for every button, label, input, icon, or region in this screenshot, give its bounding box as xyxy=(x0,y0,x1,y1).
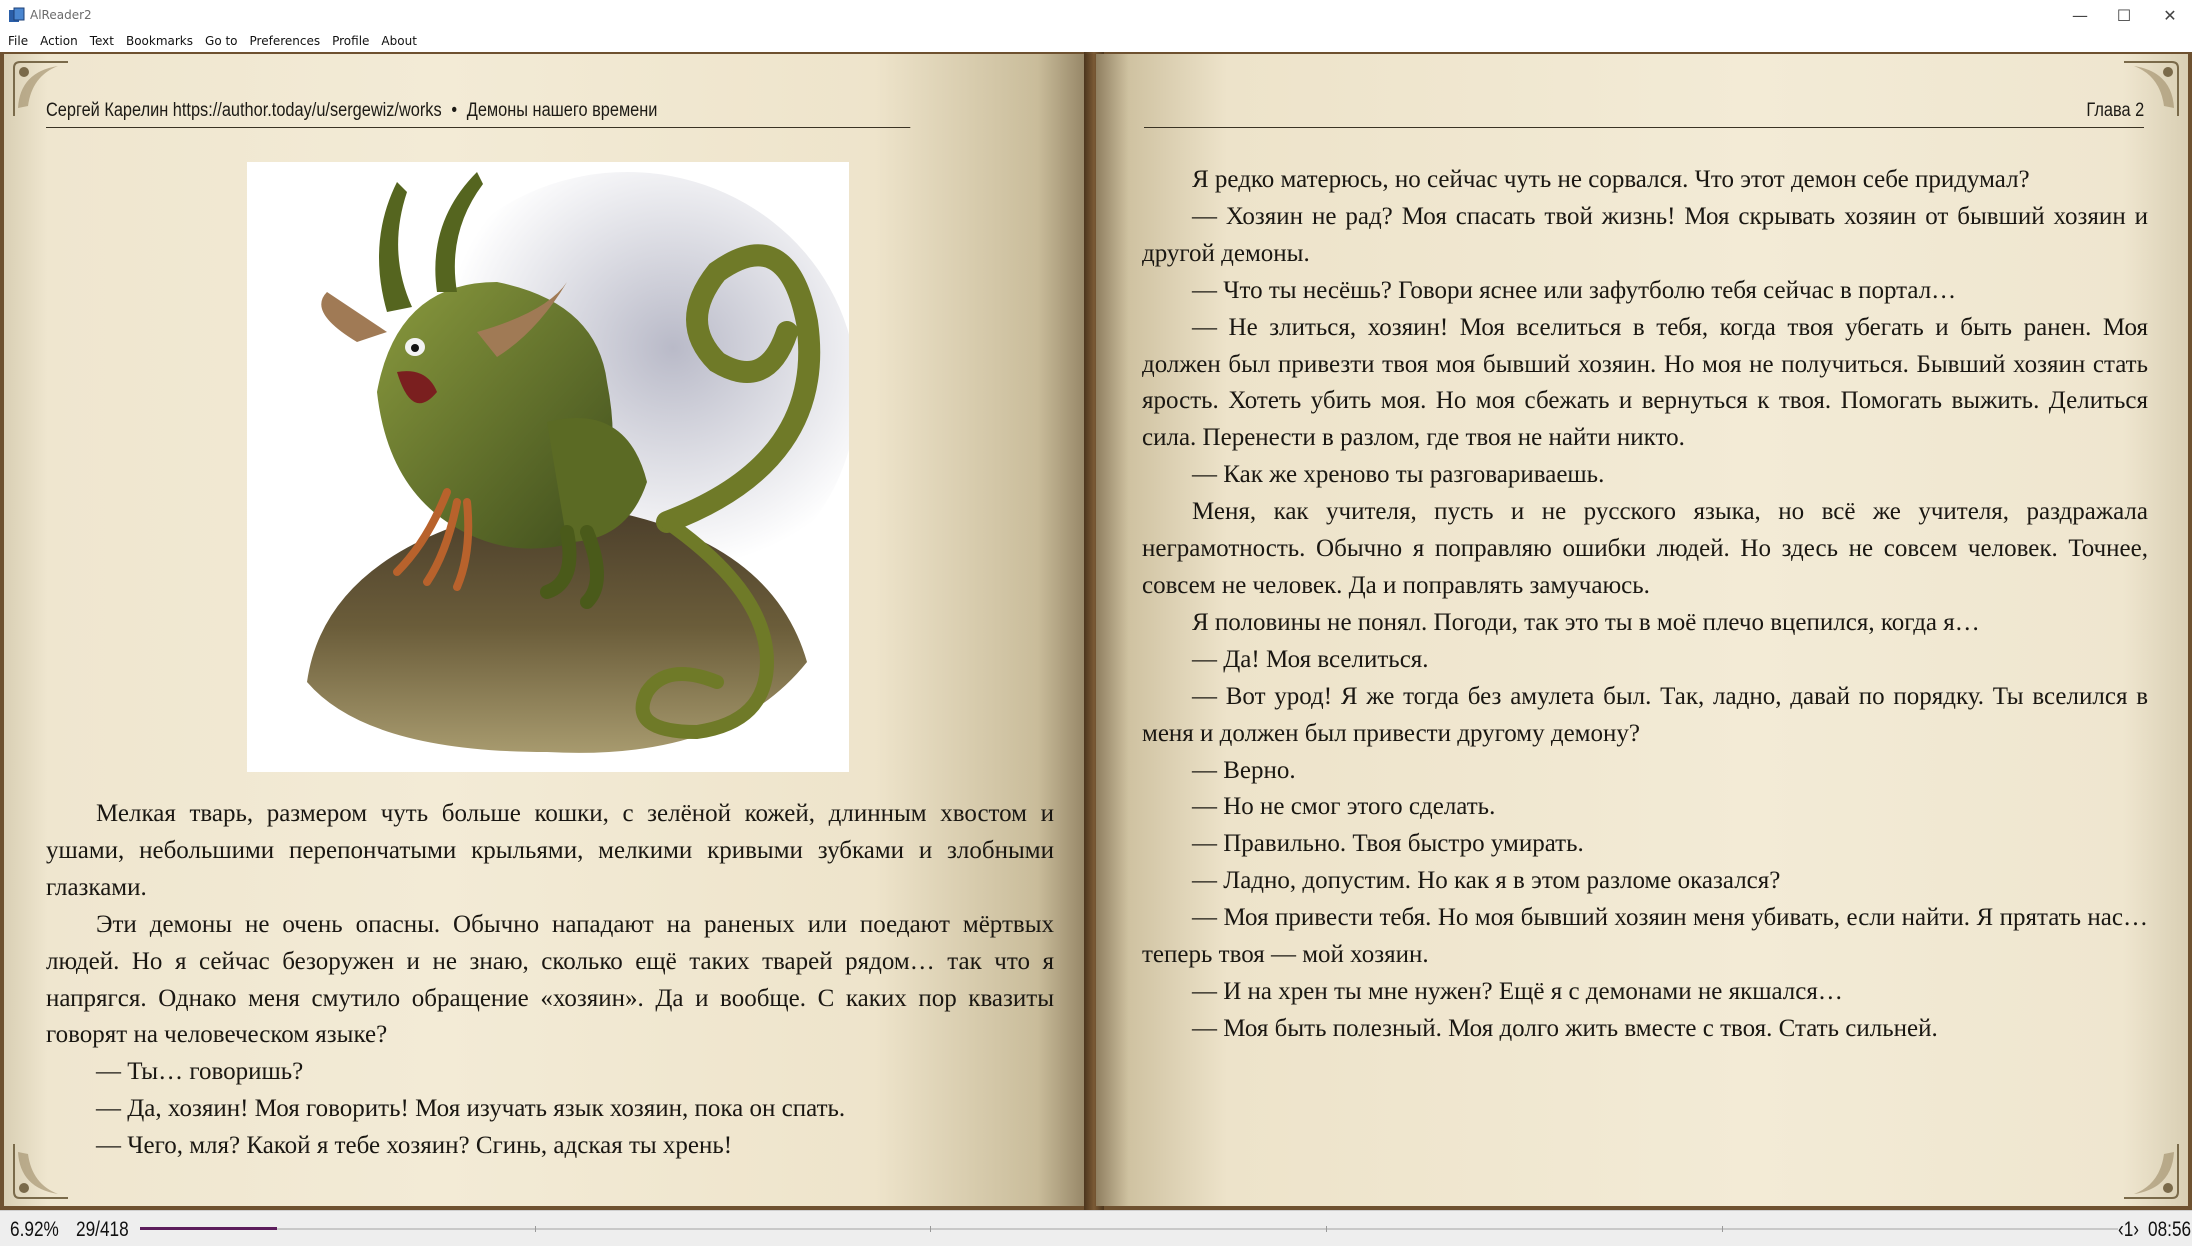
corner-ornament-icon xyxy=(2120,1140,2182,1202)
paragraph: — Ладно, допустим. Но как я в этом разломе оказался? xyxy=(1192,867,1781,895)
menu-preferences[interactable]: Preferences xyxy=(249,34,321,48)
book-title: Демоны нашего времени xyxy=(466,100,658,121)
right-page-text[interactable] xyxy=(1142,162,2148,1048)
progress-tick xyxy=(930,1226,931,1232)
paragraph: Я половины не понял. Погоди, так это ты в моё плечо вцепился, когда я… xyxy=(1192,608,1980,636)
paragraph: — Хозяин не рад? Моя спасать твой жизнь! Моя скрывать хозяин от бывший хозяин и другой демоны. xyxy=(1142,202,2148,267)
paragraph: Мелкая тварь, размером чуть больше кошки, с зелёной кожей, длинным хвостом и ушами, небольшими перепончатыми крыльями, мелкими кривыми зубками и злобными глазками. xyxy=(46,800,1054,901)
paragraph: Я редко матерюсь, но сейчас чуть не сорвался. Что этот демон себе придумал? xyxy=(1192,166,2030,193)
progress-percent: 6.92% xyxy=(10,1218,59,1241)
right-page[interactable] xyxy=(1096,54,2188,1206)
menu-bookmarks[interactable]: Bookmarks xyxy=(125,34,194,48)
paragraph: — И на хрен ты мне нужен? Ещё я с демонами не якшался… xyxy=(1192,977,1843,1005)
left-page-text[interactable] xyxy=(46,796,1054,1165)
app-icon xyxy=(8,7,26,23)
demon-illustration-icon xyxy=(247,162,849,772)
progress-tick xyxy=(1722,1226,1723,1232)
paragraph: — Не злиться, хозяин! Моя вселиться в тебя, когда твоя убегать и быть ранен. Моя должен был привезти твоя моя бывший хозяин. Но моя не получиться. Бывший хозяин стать ярость. Хотеть убить моя. Но моя сбежать и вернуться к твоя. Помогать выжить. Делиться сила. Перенести в разлом, где твоя не найти никто. xyxy=(1142,313,2148,452)
close-button[interactable]: ✕ xyxy=(2163,5,2177,25)
menu-text[interactable]: Text xyxy=(89,34,114,48)
book-header xyxy=(46,98,910,128)
paragraph: — Да! Моя вселиться. xyxy=(1192,645,1429,673)
paragraph: — Моя привести тебя. Но моя бывший хозяин меня убивать, если найти. Я прятать нас… теперь твоя — мой хозяин. xyxy=(1142,904,2148,969)
paragraph: — Чего, мля? Какой я тебе хозяин? Сгинь, адская ты хрень! xyxy=(96,1132,733,1160)
illustration-image xyxy=(247,162,849,772)
paragraph: — Как же хреново ты разговариваешь. xyxy=(1192,461,1605,489)
chapter-title: Глава 2 xyxy=(2086,100,2144,121)
left-page[interactable] xyxy=(4,54,1092,1206)
progress-bar[interactable] xyxy=(140,1228,2118,1230)
paragraph: — Моя быть полезный. Моя долго жить вместе с твоя. Стать сильней. xyxy=(1192,1014,1938,1042)
menu-action[interactable]: Action xyxy=(40,34,78,48)
status-bar xyxy=(0,1210,2192,1246)
book-view[interactable] xyxy=(0,52,2192,1210)
clock: 08:56 xyxy=(2148,1218,2192,1241)
paragraph: — Вот урод! Я же тогда без амулета был. Так, ладно, давай по порядку. Ты вселился в меня и должен был привести другому демону? xyxy=(1142,682,2148,747)
paragraph: — Ты… говоришь? xyxy=(96,1058,304,1086)
window-title: AlReader2 xyxy=(30,8,92,22)
page-nav-indicator[interactable]: ‹1› xyxy=(2118,1218,2140,1241)
paragraph: — Правильно. Твоя быстро умирать. xyxy=(1192,830,1584,858)
chapter-header xyxy=(1144,98,2144,128)
paragraph: — Но не смог этого сделать. xyxy=(1192,793,1496,821)
minimize-button[interactable]: — xyxy=(2072,5,2088,25)
progress-tick xyxy=(1326,1226,1327,1232)
menu-goto[interactable]: Go to xyxy=(205,34,238,48)
paragraph: Меня, как учителя, пусть и не русского языка, но всё же учителя, раздражала неграмотность. Обычно я поправляю ошибки людей. Но здесь не совсем человек. Точнее, совсем не человек. Да и поправлять замучаюсь. xyxy=(1142,498,2148,599)
paragraph: — Что ты несёшь? Говори яснее или зафутболю тебя сейчас в портал… xyxy=(1192,276,1957,304)
menu-about[interactable]: About xyxy=(381,34,417,48)
menu-bar xyxy=(0,30,2192,52)
paragraph: — Верно. xyxy=(1192,756,1296,784)
title-bar xyxy=(0,0,2192,30)
paragraph: — Да, хозяин! Моя говорить! Моя изучать язык хозяин, пока он спать. xyxy=(96,1095,846,1123)
paragraph: Эти демоны не очень опасны. Обычно нападают на раненых или поедают мёртвых людей. Но я сейчас безоружен и не знаю, сколько ещё таких тварей рядом… так что я напрягся. Однако меня смутило обращение «хозяин». Да и вообще. С каких пор квазиты говорят на человеческом языке? xyxy=(46,910,1054,1049)
header-separator: • xyxy=(451,100,458,121)
maximize-button[interactable]: ☐ xyxy=(2116,5,2132,25)
progress-fill xyxy=(140,1227,277,1230)
page-counter[interactable]: 29/418 xyxy=(76,1218,129,1241)
menu-profile[interactable]: Profile xyxy=(332,34,370,48)
progress-tick xyxy=(535,1226,536,1232)
menu-file[interactable]: File xyxy=(8,34,29,48)
author-name: Сергей Карелин https://author.today/u/sergewiz/works xyxy=(46,100,442,121)
